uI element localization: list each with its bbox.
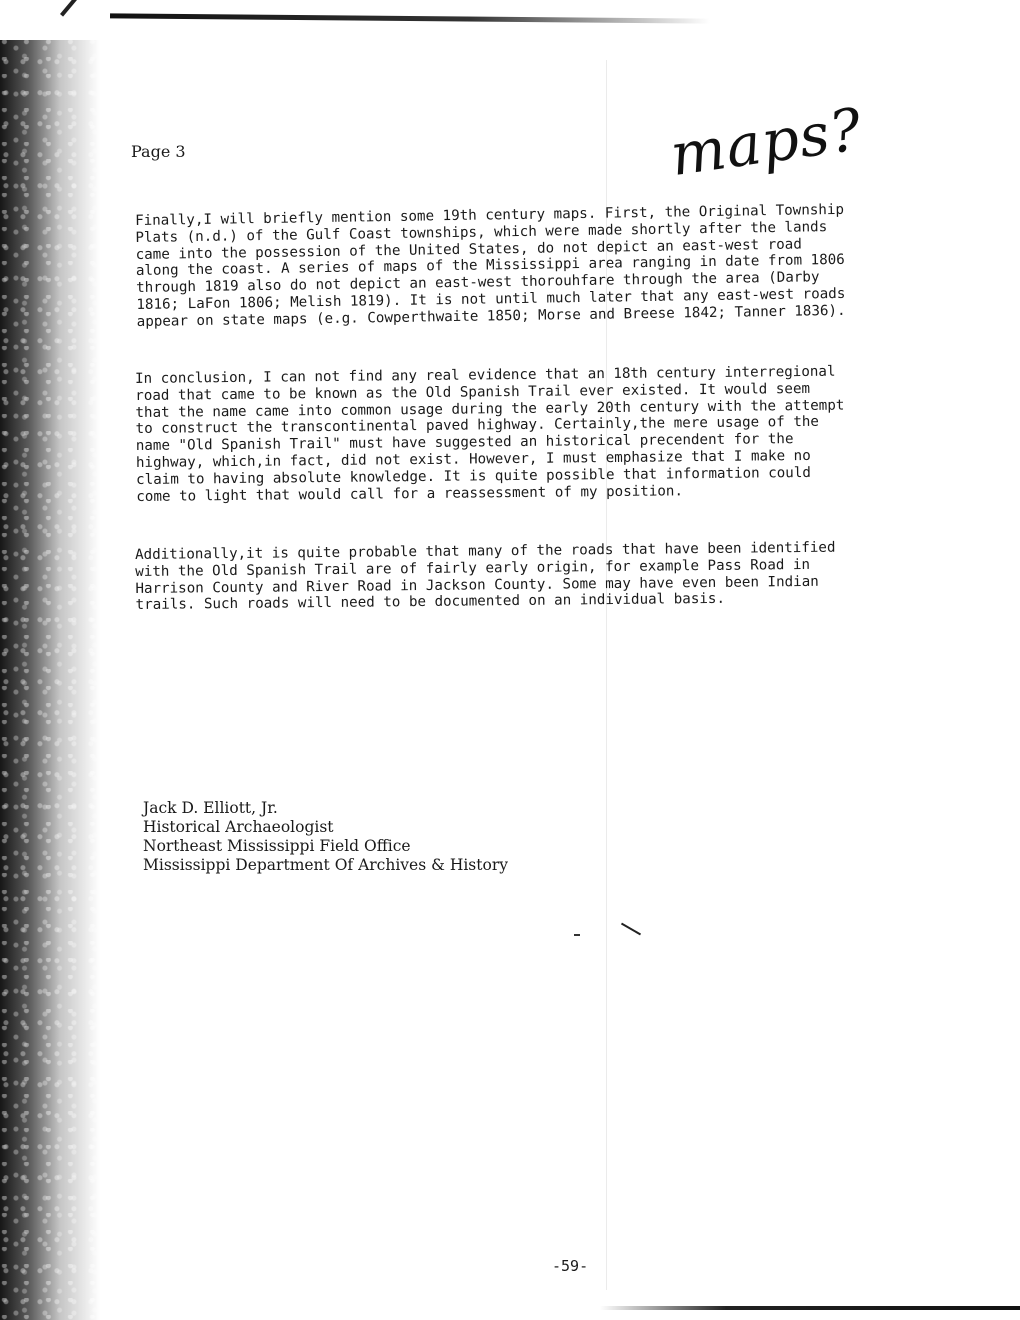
signature-block (143, 799, 508, 875)
stray-mark (574, 934, 580, 936)
author-title: Historical Archaeologist (143, 818, 334, 836)
paragraph-text: Additionally,it is quite probable that many of the roads that have been identified with the Old Spanish Trail are of fairly early origin, for example Pass Road in Harrison County and River Road in Jackson County. Some may have even been Indian trails. Such roads will need to be documented on an individual basis. (135, 539, 836, 614)
scan-edge-top (110, 13, 710, 23)
paragraph-maps (135, 202, 852, 331)
paragraph-text: Finally,I will briefly mention some 19th century maps. First, the Original Township Plats (n.d.) of the Gulf Coast townships, which were made shortly after the lands came into the possession of the United States, do not depict an east-west road along the coast. A series of maps of the Mississippi area ranging in date from 1806 through 1819 also do not depict an east-west thorouhfare through the area (Darby 1816; LaFon 1806; Melish 1819). It is not until much later that any east-west roads appear on state maps (e.g. Cowperthwaite 1850; Morse and Breese 1842; Tanner 1836). (135, 201, 846, 330)
footer-page-number: -59- (552, 1257, 589, 1275)
paragraph-conclusion (135, 364, 851, 506)
handwritten-annotation: maps? (666, 94, 867, 190)
author-name: Jack D. Elliott, Jr. (143, 799, 278, 817)
paragraph-text: In conclusion, I can not find any real evidence that an 18th century interregional road that came to be known as the Old Spanish Trail ever existed. It would seem that the name came into common usage during the early 20th century with the attempt to construct the transcontinental paved highway. Certainly,the mere usage of the name "Old Spanish Trail" must have suggested an historical precendent for the highway, which,in fact, did not exist. However, I must emphasize that I make no claim to having absolute knowledge. It is quite possible that information could come to light that would call for a reassessment of my position. (135, 363, 845, 505)
paragraph-additionally (135, 540, 851, 615)
author-office: Northeast Mississippi Field Office (143, 837, 411, 855)
author-department: Mississippi Department Of Archives & History (143, 856, 508, 874)
scan-edge-bottom (600, 1306, 1020, 1310)
page-label: Page 3 (131, 142, 186, 161)
scan-noise (0, 40, 100, 1320)
stray-mark (621, 923, 641, 936)
